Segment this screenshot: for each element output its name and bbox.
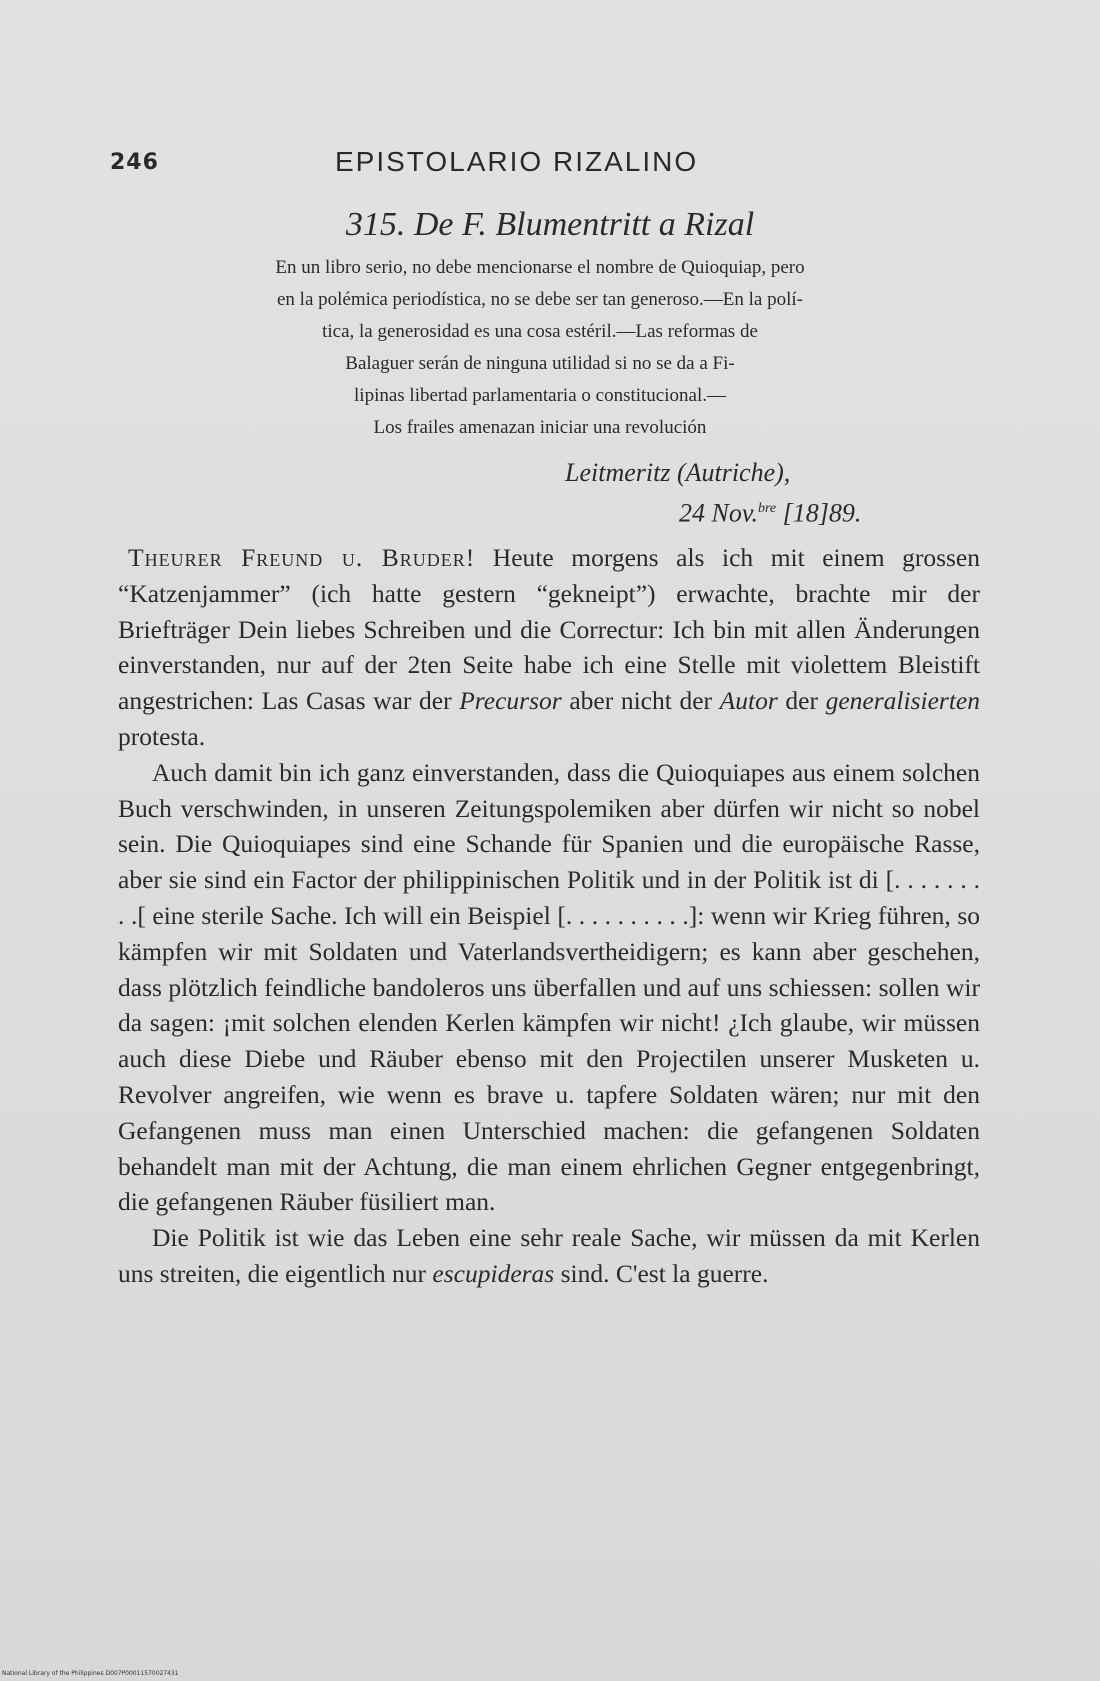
- paragraph: Auch damit bin ich ganz einverstanden, dass die Quioquiapes aus einem solchen Buch verschwinden, in unseren Zeitungspolemiken aber dürfen wir nicht so nobel sein. Die Quioquiapes sind eine Schande für Spanien und die europäische Rasse, aber sie sind ein Factor der philippinischen Politik und in der Politik ist di [. . . . . . . . .[ eine sterile Sache. Ich will ein Beispiel [. . . . . . . . . .]: wenn wir Krieg führen, so kämpfen wir mit Soldaten und Vaterlandsvertheidigern; es kann aber geschehen, dass plötzlich feindliche bandoleros uns überfallen und auf uns schiessen: sollen wir da sagen: ¡mit solchen elenden Kerlen kämpfen wir nicht! ¿Ich glaube, wir müssen auch diese Diebe und Räuber ebenso mit den Projectilen unserer Musketen u. Revolver angreifen, wie wenn es brave u. tapfere Soldaten wären; nur mit den Gefangenen muss man einen Unterschied machen: die gefangenen Soldaten behandelt man mit der Achtung, die man einem ehrlichen Gegner entgegenbringt, die gefangenen Räuber füsiliert man.: [118, 757, 980, 1217]
- italic-run: escupideras: [432, 1258, 555, 1288]
- italic-run: Autor: [719, 686, 778, 716]
- paragraph: [118, 540, 980, 755]
- text-run: aber nicht der: [561, 686, 720, 716]
- text-run: protesta.: [118, 721, 206, 751]
- summary-line: Balaguer serán de ninguna utilidad si no se da a Fi-: [345, 353, 735, 374]
- letter-place: Leitmeritz (Autriche),: [565, 458, 791, 487]
- italic-run: Precursor: [459, 686, 562, 716]
- text-run: der: [777, 686, 826, 716]
- summary-line: En un libro serio, no debe mencionarse el nombre de Quioquiap, pero: [275, 257, 805, 278]
- summary-line: lipinas libertad parlamentaria o constitucional.—: [354, 385, 726, 406]
- letter-body: [118, 540, 980, 1292]
- text-run: Heute morgens als ich mit einem grossen “Katzenjammer” (ich hatte gestern “gekneipt”) erwachte, brachte mir der Briefträger Dein liebes Schreiben und die Correctur: Ich bin mit allen Änderungen einverstanden, nur auf der 2ten Seite habe ich eine Stelle mit violettem Bleistift angestrichen: Las Casas war der: [118, 543, 980, 716]
- salutation: Theurer Freund u. Bruder!: [128, 543, 476, 572]
- scan-credit: National Library of the Philippines D007P00011570027431: [2, 1670, 179, 1677]
- date-superscript: bre: [757, 501, 777, 516]
- italic-run: generalisierten: [825, 686, 980, 716]
- text-run: Die Politik ist wie das Leben eine sehr reale Sache, wir müssen da mit Kerlen uns streiten, die eigentlich nur: [118, 1223, 980, 1288]
- date-prefix: 24 Nov.: [679, 498, 758, 528]
- letter-summary: [110, 252, 970, 444]
- running-title: EPISTOLARIO RIZALINO: [335, 146, 699, 177]
- page-header: [110, 146, 970, 190]
- summary-line: tica, la generosidad es una cosa estéril.—Las reformas de: [322, 321, 758, 342]
- paragraph: [118, 1220, 980, 1292]
- summary-line: en la polémica periodística, no se debe ser tan generoso.—En la polí-: [276, 289, 804, 310]
- letter-title: 315. De F. Blumentritt a Rizal: [345, 206, 755, 243]
- place-date: [555, 455, 935, 532]
- summary-line: Los frailes amenazan iniciar una revolución: [373, 417, 707, 438]
- page-number: 246: [110, 150, 159, 175]
- text-run: sind. C'est la guerre.: [554, 1258, 769, 1288]
- date-suffix: [18]89.: [776, 498, 862, 528]
- letter-date: [555, 491, 935, 532]
